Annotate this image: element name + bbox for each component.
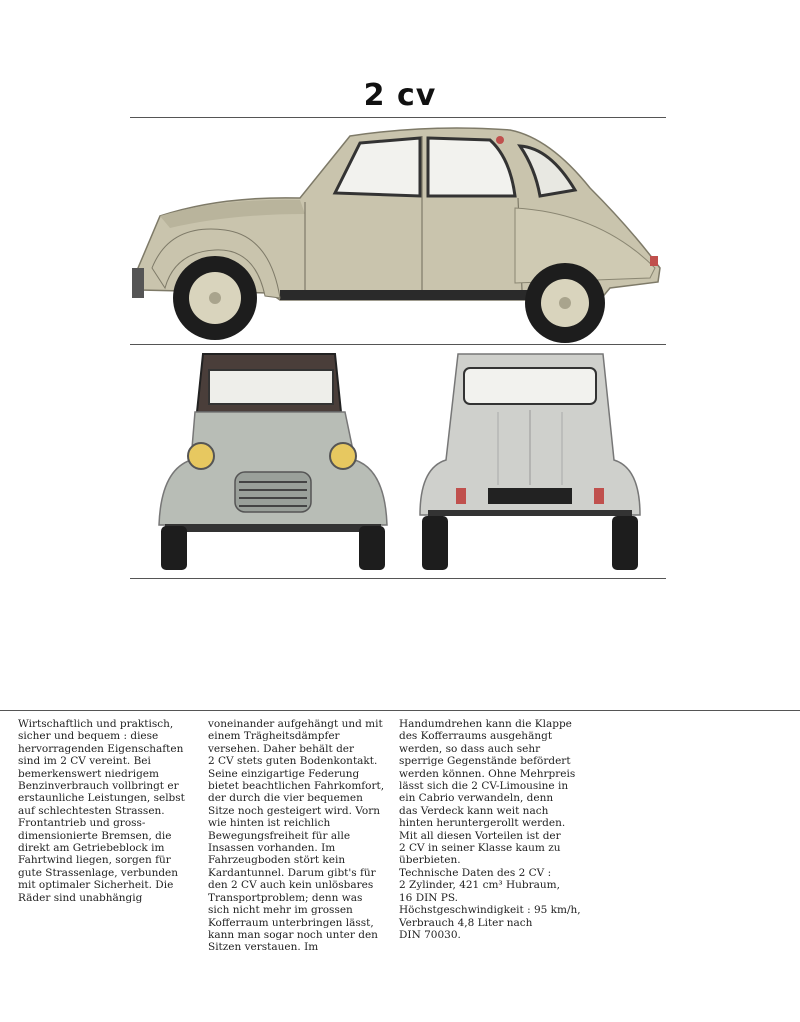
column-3-text: Handumdrehen kann die Klappe des Kofferraums ausgehängt werden, so dass auch sehr sperrige Gegenstände befördert werden können. Ohne Mehrpreis lässt sich die 2 CV-Limousine in ein Cabrio verwandeln, denn das Verdeck kann weit nach hinten heruntergerollt werden. Mit all diesen Vorteilen ist der 2 CV in seiner Klasse kaum zu überbieten. Technische Daten des 2 CV : 2 Zylinder, 421 cm³ Hubraum, 16 DIN PS. Höchstgeschwindigkeit : 95 km/h, Verbrauch 4,8 Liter nach DIN 70030. bbox=[399, 718, 581, 941]
text-column-3 bbox=[399, 718, 589, 941]
column-2-text: voneinander aufgehängt und mit einem Trägheitsdämpfer versehen. Daher behält der 2 CV stets guten Bodenkontakt. Seine einzigartige Federung bietet beachtlichen Fahrkomfort, der durch die vier bequemen Sitze noch gesteigert wird. Vorn wie hinten ist reichlich Bewegungsfreiheit für alle Insassen vorhanden. Im Fahrzeugboden stört kein Kardantunnel. Darum gibt's für den 2 CV auch kein unlösbares Transportproblem; denn was sich nicht mehr im grossen Kofferraum unterbringen lässt, kann man sogar noch unter den Sitzen verstauen. Im bbox=[208, 718, 385, 954]
side-view-photo bbox=[130, 118, 670, 346]
right-headlight bbox=[330, 443, 356, 469]
left-headlight bbox=[188, 443, 214, 469]
rear-right-tire bbox=[612, 516, 638, 570]
right-taillight bbox=[594, 488, 604, 504]
text-column-2 bbox=[208, 718, 392, 954]
front-right-tire bbox=[359, 526, 385, 570]
rear-view-photo bbox=[418, 350, 642, 575]
page-title: 2 cv bbox=[363, 78, 437, 113]
front-left-tire bbox=[161, 526, 187, 570]
left-taillight bbox=[456, 488, 466, 504]
front-view-photo bbox=[155, 350, 391, 575]
column-1-text: Wirtschaftlich und praktisch, sicher und bequem : diese hervorragenden Eigenschaften sind im 2 CV vereint. Bei bemerkenswert niedrigem Benzinverbrauch vollbringt er erstaunliche Leistungen, selbst auf schlechtesten Strassen. Frontantrieb und gross- dimensionierte Bremsen, die direkt am Getriebeblock im Fahrtwind liegen, sorgen für gute Strassenlage, verbunden mit optimaler Sicherheit. Die Räder sind unabhängig bbox=[18, 718, 185, 904]
license-plate-area bbox=[488, 488, 572, 504]
text-rule bbox=[0, 710, 800, 711]
photo-rule-2 bbox=[130, 578, 666, 579]
rear-left-tire bbox=[422, 516, 448, 570]
text-column-1 bbox=[18, 718, 198, 904]
photo-rule-1 bbox=[130, 344, 666, 345]
